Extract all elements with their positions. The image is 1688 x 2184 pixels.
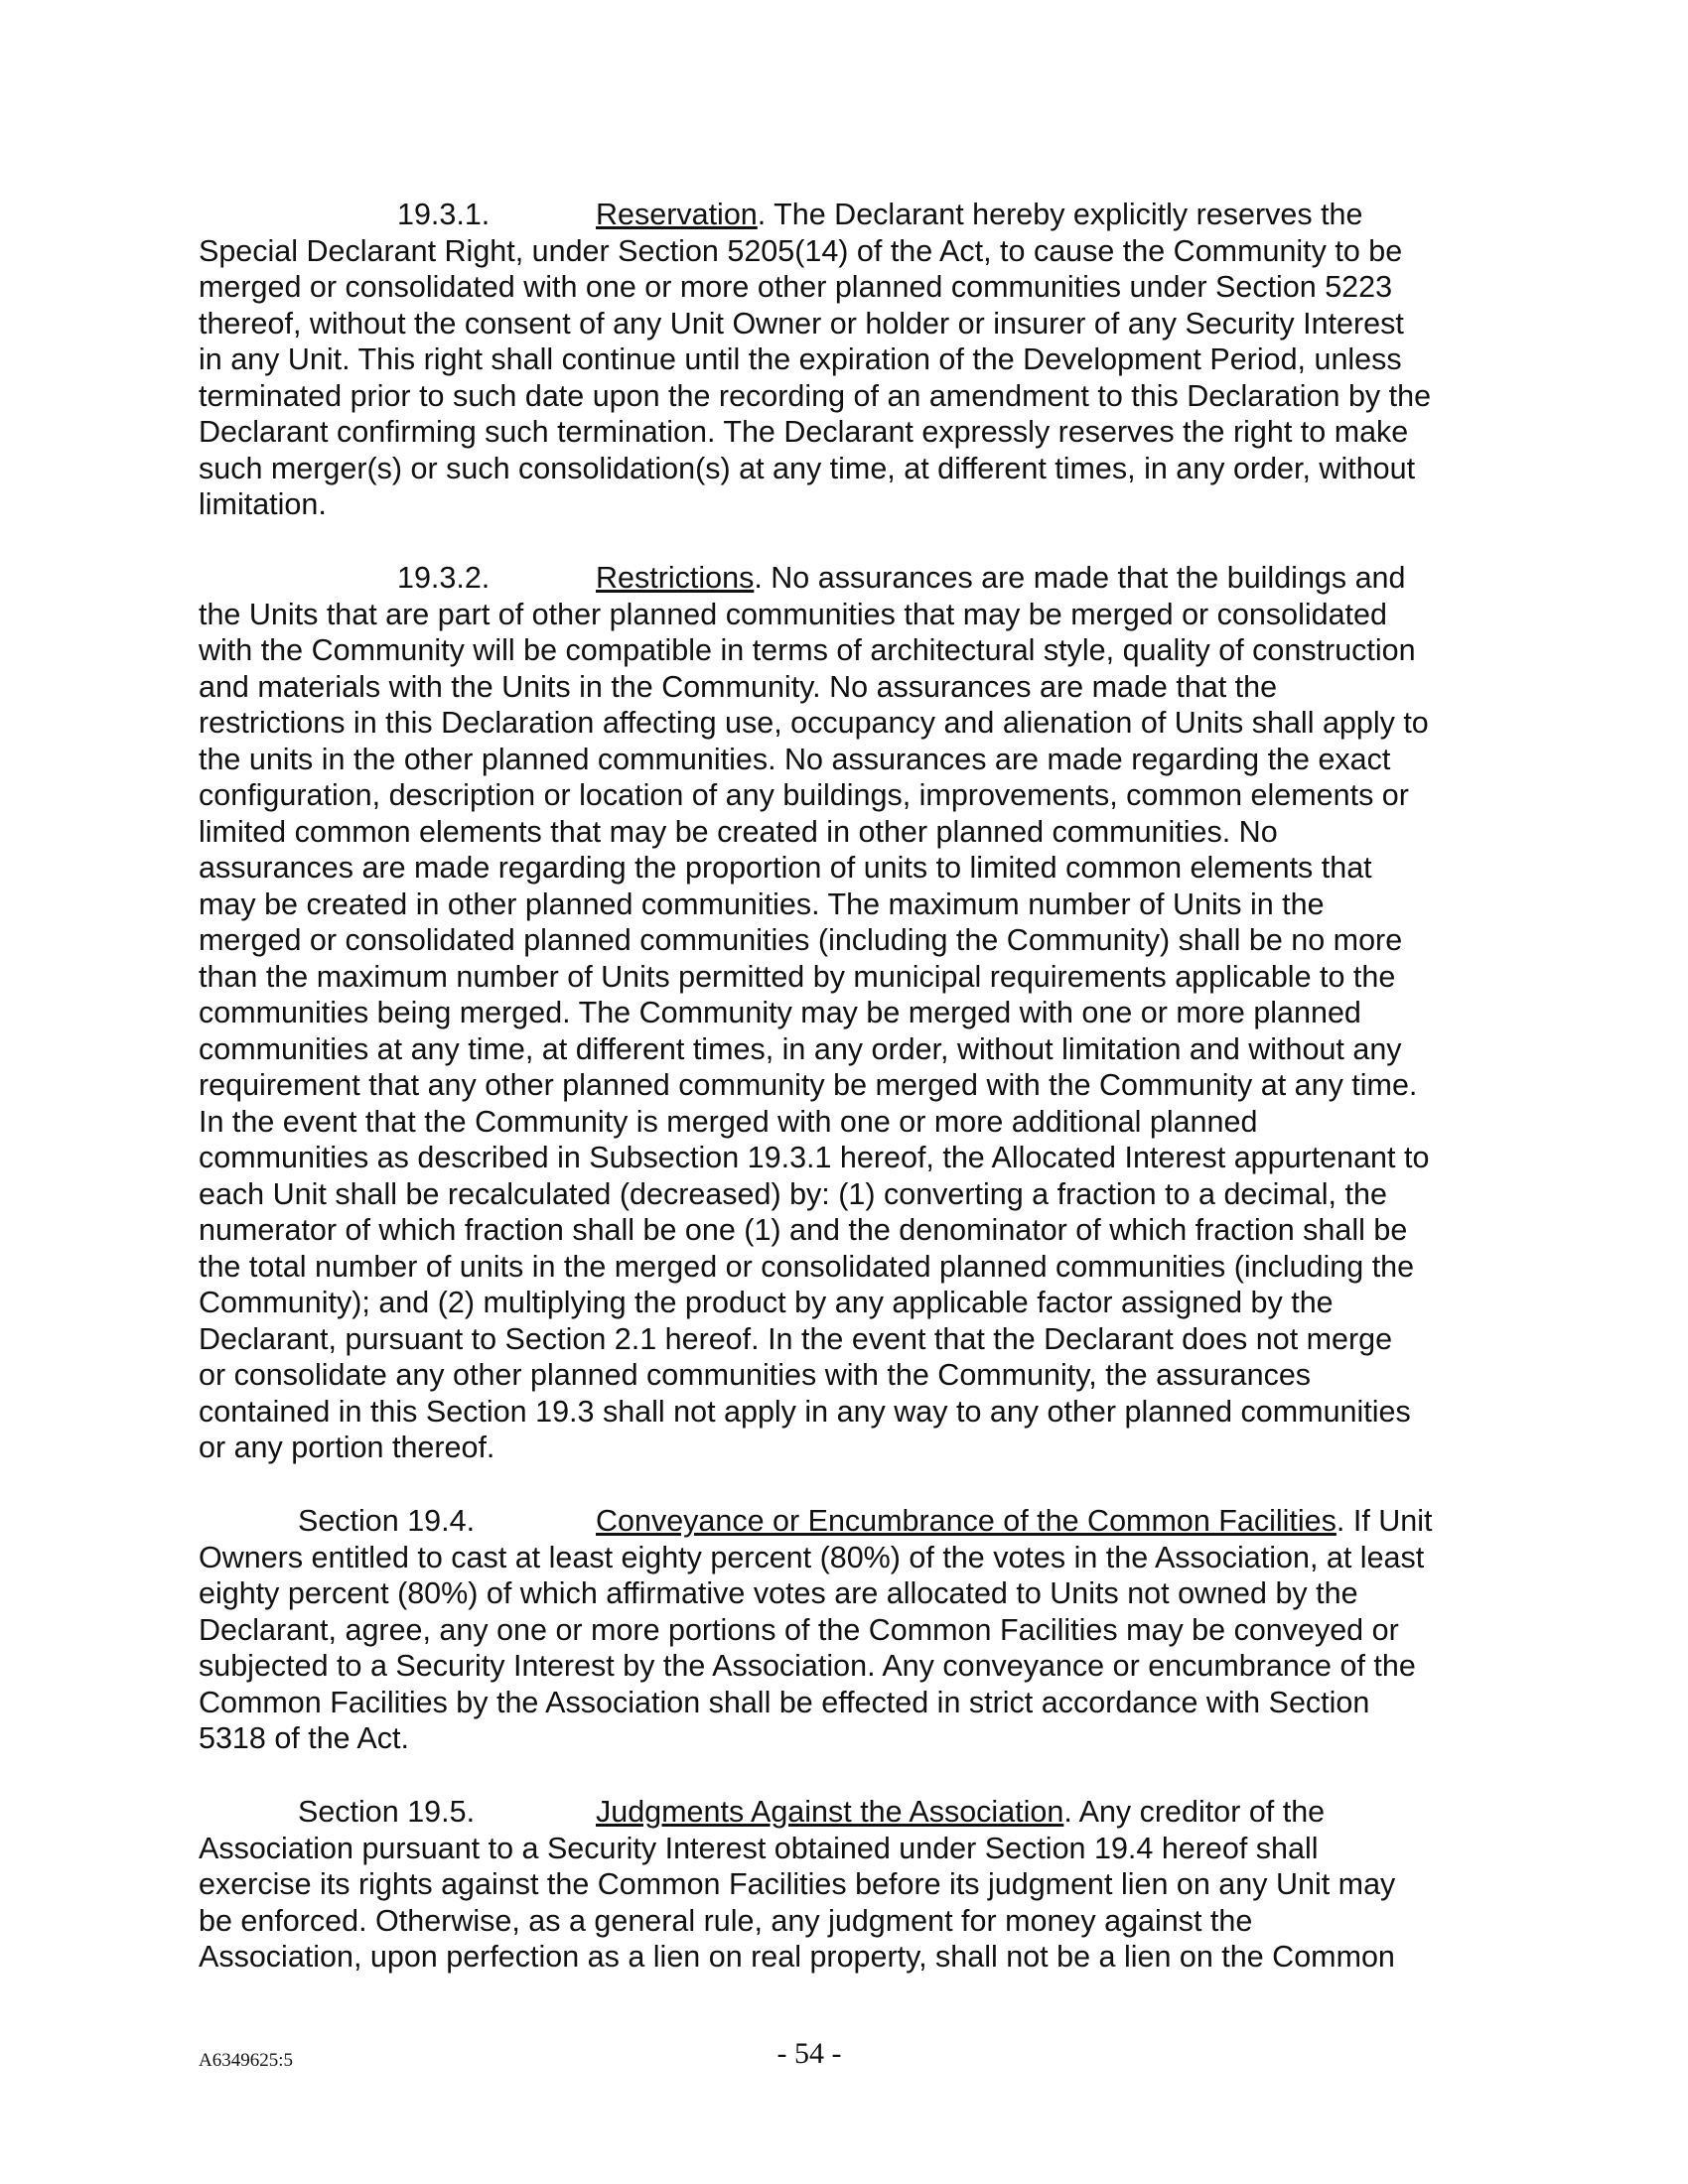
paragraph-line: each Unit shall be recalculated (decreased) by: (1) converting a fraction to a decimal, the bbox=[199, 1176, 1387, 1211]
paragraph-line: Declarant, agree, any one or more portions of the Common Facilities may be conveyed or bbox=[199, 1612, 1399, 1647]
paragraph-line: subjected to a Security Interest by the Association. Any conveyance or encumbrance of the bbox=[199, 1649, 1416, 1683]
paragraph-line: configuration, description or location of any buildings, improvements, common elements or bbox=[199, 778, 1409, 812]
paragraph-line: communities at any time, at different times, in any order, without limitation and without any bbox=[199, 1031, 1402, 1066]
paragraph-line: Community); and (2) multiplying the product by any applicable factor assigned by the bbox=[199, 1286, 1334, 1319]
paragraph-line: communities being merged. The Community may be merged with one or more planned bbox=[199, 996, 1361, 1029]
paragraph-number: 19.3.1. bbox=[397, 198, 491, 231]
paragraph-line: the units in the other planned communities. No assurances are made regarding the exact bbox=[199, 742, 1391, 776]
section-number: Section 19.4. bbox=[298, 1504, 476, 1538]
paragraph-line: Owners entitled to cast at least eighty percent (80%) of the votes in the Association, at least bbox=[199, 1540, 1425, 1574]
paragraph-line: Declarant confirming such termination. The Declarant expressly reserves the right to make bbox=[199, 415, 1409, 449]
paragraph-text: . No assurances are made that the buildings and bbox=[754, 561, 1406, 595]
paragraph-line: be enforced. Otherwise, as a general rule, any judgment for money against the bbox=[199, 1903, 1253, 1938]
section-heading: Conveyance or Encumbrance of the Common Facilities bbox=[596, 1504, 1336, 1538]
paragraph-line: than the maximum number of Units permitted by municipal requirements applicable to the bbox=[199, 959, 1396, 994]
section-19-4 bbox=[199, 1503, 1489, 1757]
paragraph-line: eighty percent (80%) of which affirmative votes are allocated to Units not owned by the bbox=[199, 1576, 1358, 1610]
paragraph-text: . Any creditor of the bbox=[1063, 1795, 1326, 1829]
paragraph-line: assurances are made regarding the proportion of units to limited common elements that bbox=[199, 851, 1372, 885]
paragraph-heading: Reservation bbox=[596, 198, 758, 231]
document-id: A6349625:5 bbox=[199, 2050, 293, 2071]
paragraph-line: limitation. bbox=[199, 487, 327, 521]
paragraph-19-3-2 bbox=[199, 560, 1489, 1466]
paragraph-line: may be created in other planned communities. The maximum number of Units in the bbox=[199, 887, 1325, 921]
paragraph-line: the total number of units in the merged or consolidated planned communities (including the bbox=[199, 1249, 1415, 1284]
paragraph-line: Declarant, pursuant to Section 2.1 hereof. In the event that the Declarant does not merge bbox=[199, 1321, 1393, 1356]
paragraph-line: numerator of which fraction shall be one (1) and the denominator of which fraction shall be bbox=[199, 1213, 1408, 1247]
paragraph-line: and materials with the Units in the Community. No assurances are made that the bbox=[199, 669, 1278, 704]
paragraph-line: contained in this Section 19.3 shall not apply in any way to any other planned communities bbox=[199, 1394, 1411, 1429]
paragraph-line: limited common elements that may be created in other planned communities. No bbox=[199, 814, 1278, 849]
paragraph-first-line bbox=[199, 1794, 1489, 1831]
paragraph-text: . If Unit bbox=[1336, 1504, 1433, 1538]
paragraph-first-line bbox=[199, 560, 1489, 597]
paragraph-line: Association, upon perfection as a lien on real property, shall not be a lien on the Common bbox=[199, 1940, 1395, 1974]
paragraph-line: In the event that the Community is merged with one or more additional planned bbox=[199, 1104, 1258, 1139]
paragraph-heading: Restrictions bbox=[596, 561, 755, 595]
paragraph-line: such merger(s) or such consolidation(s) at any time, at different times, in any order, without bbox=[199, 451, 1416, 485]
paragraph-line: or consolidate any other planned communities with the Community, the assurances bbox=[199, 1358, 1312, 1392]
paragraph-line: requirement that any other planned community be merged with the Community at any time. bbox=[199, 1068, 1418, 1102]
page-number: - 54 - bbox=[776, 2037, 842, 2070]
paragraph-line: thereof, without the consent of any Unit Owner or holder or insurer of any Security Interest bbox=[199, 306, 1404, 341]
paragraph-line: the Units that are part of other planned communities that may be merged or consolidated bbox=[199, 597, 1387, 631]
paragraph-line: terminated prior to such date upon the recording of an amendment to this Declaration by the bbox=[199, 378, 1432, 413]
paragraph-number: 19.3.2. bbox=[397, 561, 491, 595]
paragraph-line: with the Community will be compatible in terms of architectural style, quality of construction bbox=[199, 633, 1416, 667]
paragraph-line: communities as described in Subsection 19.3.1 hereof, the Allocated Interest appurtenant to bbox=[199, 1141, 1430, 1174]
paragraph-line: Association pursuant to a Security Interest obtained under Section 19.4 hereof shall bbox=[199, 1831, 1319, 1865]
paragraph-line: Common Facilities by the Association shall be effected in strict accordance with Section bbox=[199, 1685, 1370, 1719]
paragraph-line: or any portion thereof. bbox=[199, 1431, 495, 1464]
paragraph-text: . The Declarant hereby explicitly reserves the bbox=[757, 198, 1363, 231]
section-heading: Judgments Against the Association bbox=[596, 1795, 1064, 1829]
paragraph-line: exercise its rights against the Common Facilities before its judgment lien on any Unit may bbox=[199, 1867, 1396, 1901]
paragraph-first-line bbox=[199, 197, 1489, 233]
paragraph-line: Special Declarant Right, under Section 5205(14) of the Act, to cause the Community to be bbox=[199, 233, 1403, 268]
paragraph-line: merged or consolidated planned communities (including the Community) shall be no more bbox=[199, 923, 1403, 957]
paragraph-line: in any Unit. This right shall continue until the expiration of the Development Period, unless bbox=[199, 342, 1402, 376]
section-number: Section 19.5. bbox=[298, 1795, 476, 1829]
section-19-5 bbox=[199, 1794, 1489, 1976]
paragraph-first-line bbox=[199, 1503, 1489, 1540]
paragraph-line: restrictions in this Declaration affecting use, occupancy and alienation of Units shall apply to bbox=[199, 706, 1429, 740]
paragraph-line: merged or consolidated with one or more other planned communities under Section 5223 bbox=[199, 270, 1393, 304]
paragraph-line: 5318 of the Act. bbox=[199, 1721, 409, 1755]
paragraph-19-3-1 bbox=[199, 197, 1489, 523]
